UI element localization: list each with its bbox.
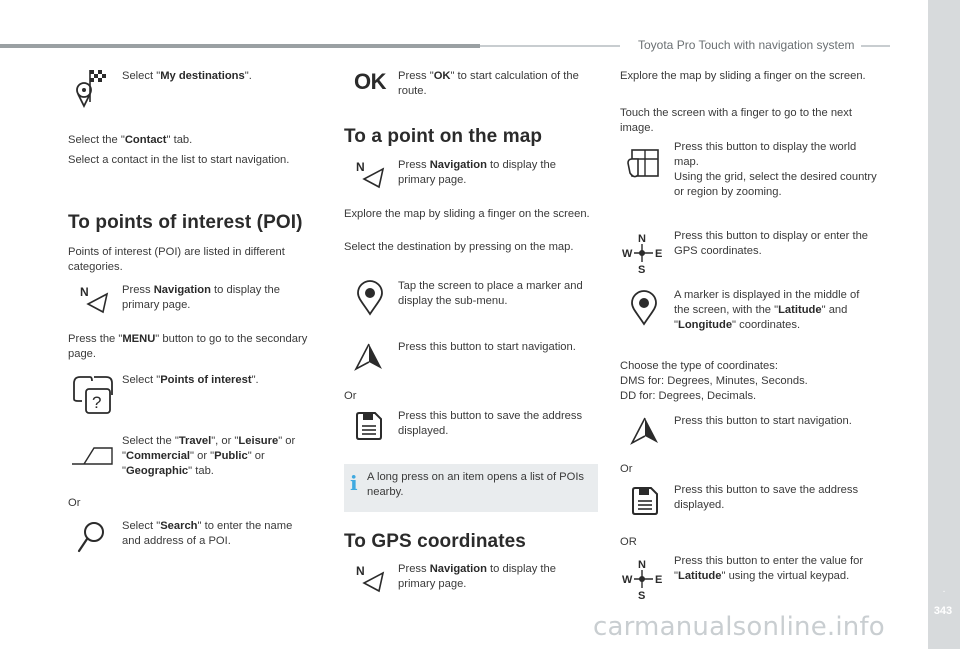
explore-map-text: Explore the map by sliding a finger on the screen. (344, 208, 590, 220)
press-navigation-text: Press Navigation to display the primary page. (122, 284, 280, 311)
or-text: Or (68, 497, 81, 509)
compass-icon (622, 556, 662, 600)
compass-icon (622, 230, 662, 274)
compass-s: S (638, 590, 646, 600)
page-side-tab (928, 0, 960, 649)
map-marker-icon (354, 280, 386, 316)
coordinate-type-text: Choose the type of coordinates: DMS for: Degrees, Minutes, Seconds. DD for: Degrees, Decimals. (620, 360, 808, 402)
svg-text:N: N (356, 564, 365, 578)
or-text: Or (344, 390, 357, 402)
marker-coordinates-text: A marker is displayed in the middle of the screen, with the "Latitude" and "Longitude" coordinates. (674, 289, 860, 331)
save-icon (630, 485, 660, 517)
start-navigation-icon (354, 342, 384, 372)
start-navigation-text: Press this button to start navigation. (674, 415, 852, 427)
compass-w: W (622, 574, 633, 586)
press-ok-text: Press "OK" to start calculation of the route. (398, 70, 579, 97)
gps-enter-text: Press this button to display or enter the GPS coordinates. (674, 230, 869, 257)
heading-gps: To GPS coordinates (344, 531, 526, 552)
ok-icon: OK (354, 69, 386, 94)
page-marker: . (942, 584, 946, 595)
save-icon (354, 410, 384, 442)
contact-tab-text: Select the "Contact" tab. (68, 134, 193, 146)
save-address-text: Press this button to save the address displayed. (674, 484, 859, 511)
navigation-icon (80, 284, 110, 316)
compass-e: E (655, 574, 662, 586)
press-navigation-text: Press Navigation to display the primary page. (398, 159, 556, 186)
enter-latitude-text: Press this button to enter the value for "Latitude" using the virtual keypad. (674, 555, 864, 582)
info-icon: i (350, 471, 358, 495)
svg-text:N: N (80, 285, 89, 299)
heading-map: To a point on the map (344, 126, 543, 147)
select-contact-text: Select a contact in the list to start navigation. (68, 154, 290, 166)
points-of-interest-icon (72, 373, 114, 415)
compass-w: W (622, 248, 633, 260)
press-navigation-text: Press Navigation to display the primary page. (398, 563, 556, 590)
tap-marker-text: Tap the screen to place a marker and display the sub-menu. (398, 280, 583, 307)
start-navigation-text: Press this button to start navigation. (398, 341, 576, 353)
navigation-icon (356, 563, 386, 595)
select-search-text: Select "Search" to enter the name and address of a POI. (122, 520, 293, 547)
svg-text:?: ? (92, 393, 102, 412)
header-rule (0, 44, 480, 48)
explore-map-text: Explore the map by sliding a finger on the screen. (620, 70, 866, 82)
page-number: 343 (933, 605, 953, 617)
search-icon (76, 520, 106, 554)
select-destination-text: Select the destination by pressing on the map. (344, 241, 574, 253)
step-my-destinations: Select "My destinations". (122, 70, 252, 82)
page-header-title: Toyota Pro Touch with navigation system (620, 38, 861, 52)
or-upper-text: OR (620, 536, 637, 548)
map-marker-icon (628, 290, 660, 326)
heading-poi: To points of interest (POI) (68, 212, 303, 233)
compass-n: N (638, 233, 646, 245)
my-destinations-icon (74, 68, 110, 108)
compass-e: E (655, 248, 662, 260)
compass-s: S (638, 264, 646, 274)
compass-n: N (638, 559, 646, 571)
poi-intro: Points of interest (POI) are listed in different categories. (68, 246, 285, 273)
touch-screen-text: Touch the screen with a finger to go to the next image. (620, 107, 852, 134)
start-navigation-icon (630, 416, 660, 446)
save-address-text: Press this button to save the address displayed. (398, 410, 583, 437)
or-text: Or (620, 463, 633, 475)
world-map-text: Press this button to display the world map. Using the grid, select the desired country or region by zooming. (674, 141, 877, 198)
select-poi-text: Select "Points of interest". (122, 374, 259, 386)
svg-text:N: N (356, 160, 365, 174)
press-menu-text: Press the "MENU" button to go to the secondary page. (68, 333, 308, 360)
select-category-text: Select the "Travel", or "Leisure" or "Commercial" or "Public" or "Geographic" tab. (122, 435, 296, 477)
navigation-icon (356, 159, 386, 191)
world-map-icon (626, 147, 660, 181)
category-tab-icon (70, 442, 114, 470)
info-note-text: A long press on an item opens a list of POIs nearby. (367, 471, 585, 498)
watermark: carmanualsonline.info (593, 612, 885, 642)
